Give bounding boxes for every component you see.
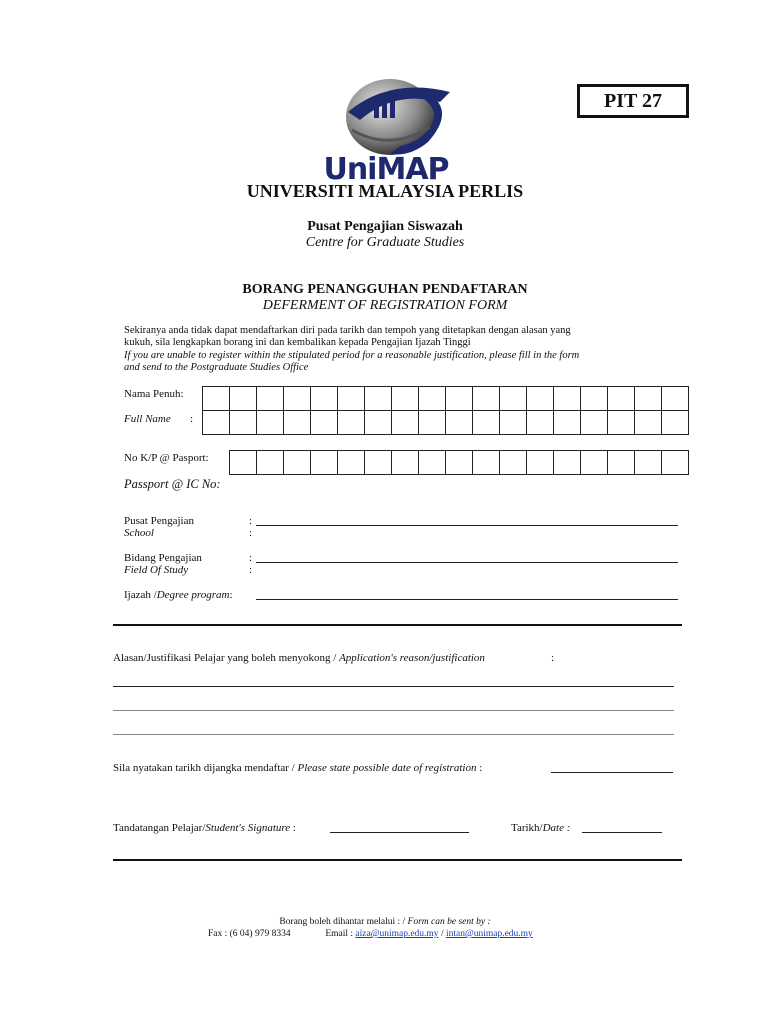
full-name-label-en: Full Name [124,413,171,425]
date-input-line[interactable] [582,832,662,833]
degree-label [124,589,233,601]
footer-email-separator: / [438,929,446,939]
school-input-line[interactable] [256,525,678,526]
field-colon-2: : [249,564,253,576]
field-input-line[interactable] [256,562,678,563]
registration-date-colon: : [476,762,483,774]
reason-label [113,652,485,664]
footer-email-label: Email : [325,929,356,939]
footer-line-1 [0,917,770,927]
form-code: PIT 27 [604,89,662,112]
ic-label-en: Passport @ IC No: [124,477,221,491]
degree-label-en: Degree program [156,589,230,601]
university-name: UNIVERSITI MALAYSIA PERLIS [246,181,524,201]
date-label [511,822,570,834]
signature-label-ms: Tandatangan Pelajar/ [113,822,206,834]
section-divider-top [113,624,682,626]
footer-email-1-link[interactable]: aiza@unimap.edu.my [355,929,439,939]
footer-sent-by-ms: Borang boleh dihantar melalui : / [279,917,408,927]
ic-grid[interactable] [229,450,689,475]
logo-wordmark: UniMAP [323,152,449,187]
form-code-box [577,84,689,118]
registration-date-label [113,762,482,774]
reason-line-3[interactable] [113,734,674,735]
instructions-en-line2: and send to the Postgraduate Studies Office [124,362,309,373]
ic-label-ms: No K/P @ Pasport: [124,452,209,464]
school-label-en: School [124,527,154,539]
field-label-ms: Bidang Pengajian [124,552,202,564]
section-divider-bottom [113,859,682,861]
footer-sent-by-en: Form can be sent by : [407,917,491,927]
reason-line-1[interactable] [113,686,674,687]
full-name-grid[interactable] [202,386,689,435]
instructions-ms-line1: Sekiranya anda tidak dapat mendaftarkan diri pada tarikh dan tempoh yang ditetapkan dengan alasan yang [124,325,571,336]
signature-label [113,822,296,834]
reason-line-2[interactable] [113,710,674,711]
signature-colon: : [290,822,296,834]
signature-label-en: Student's Signature [205,822,291,834]
school-colon-2: : [249,527,253,539]
degree-colon: : [229,589,233,601]
instructions-en-line1: If you are unable to register within the stipulated period for a reasonable justification, please fill in the form [124,350,580,361]
date-colon: : [564,822,571,834]
ic-row[interactable] [229,450,689,475]
full-name-colon: : [190,413,194,425]
centre-name-ms: Pusat Pengajian Siswazah [307,219,463,234]
school-colon: : [249,515,253,527]
full-name-row-2[interactable] [202,410,689,435]
footer-line-2 [208,929,533,939]
full-name-label-ms: Nama Penuh: [124,388,184,400]
footer-fax: Fax : (6 04) 979 8334 [208,929,291,939]
reason-label-ms: Alasan/Justifikasi Pelajar yang boleh menyokong / [113,652,340,664]
instructions-ms-line2: kukuh, sila lengkapkan borang ini dan kembalikan kepada Pengajian Ijazah Tinggi [124,337,471,348]
registration-date-label-ms: Sila nyatakan tarikh dijangka mendaftar / [113,762,298,774]
field-label-en: Field Of Study [124,564,189,576]
centre-name-en: Centre for Graduate Studies [305,235,465,250]
date-label-en: Date [542,822,564,834]
registration-date-label-en: Please state possible date of registration [297,762,477,774]
field-colon: : [249,552,253,564]
form-title-en: DEFERMENT OF REGISTRATION FORM [262,298,508,313]
reason-label-en: Application's reason/justification [339,652,485,664]
degree-label-ms: Ijazah / [124,589,157,601]
date-label-ms: Tarikh/ [511,822,543,834]
form-title-ms: BORANG PENANGGUHAN PENDAFTARAN [242,282,528,297]
reason-colon: : [551,652,555,664]
school-label-ms: Pusat Pengajian [124,515,194,527]
footer-email-2-link[interactable]: intan@unimap.edu.my [445,929,533,939]
full-name-row-1[interactable] [202,386,689,411]
registration-date-input-line[interactable] [551,772,673,773]
degree-input-line[interactable] [256,599,678,600]
signature-input-line[interactable] [330,832,469,833]
